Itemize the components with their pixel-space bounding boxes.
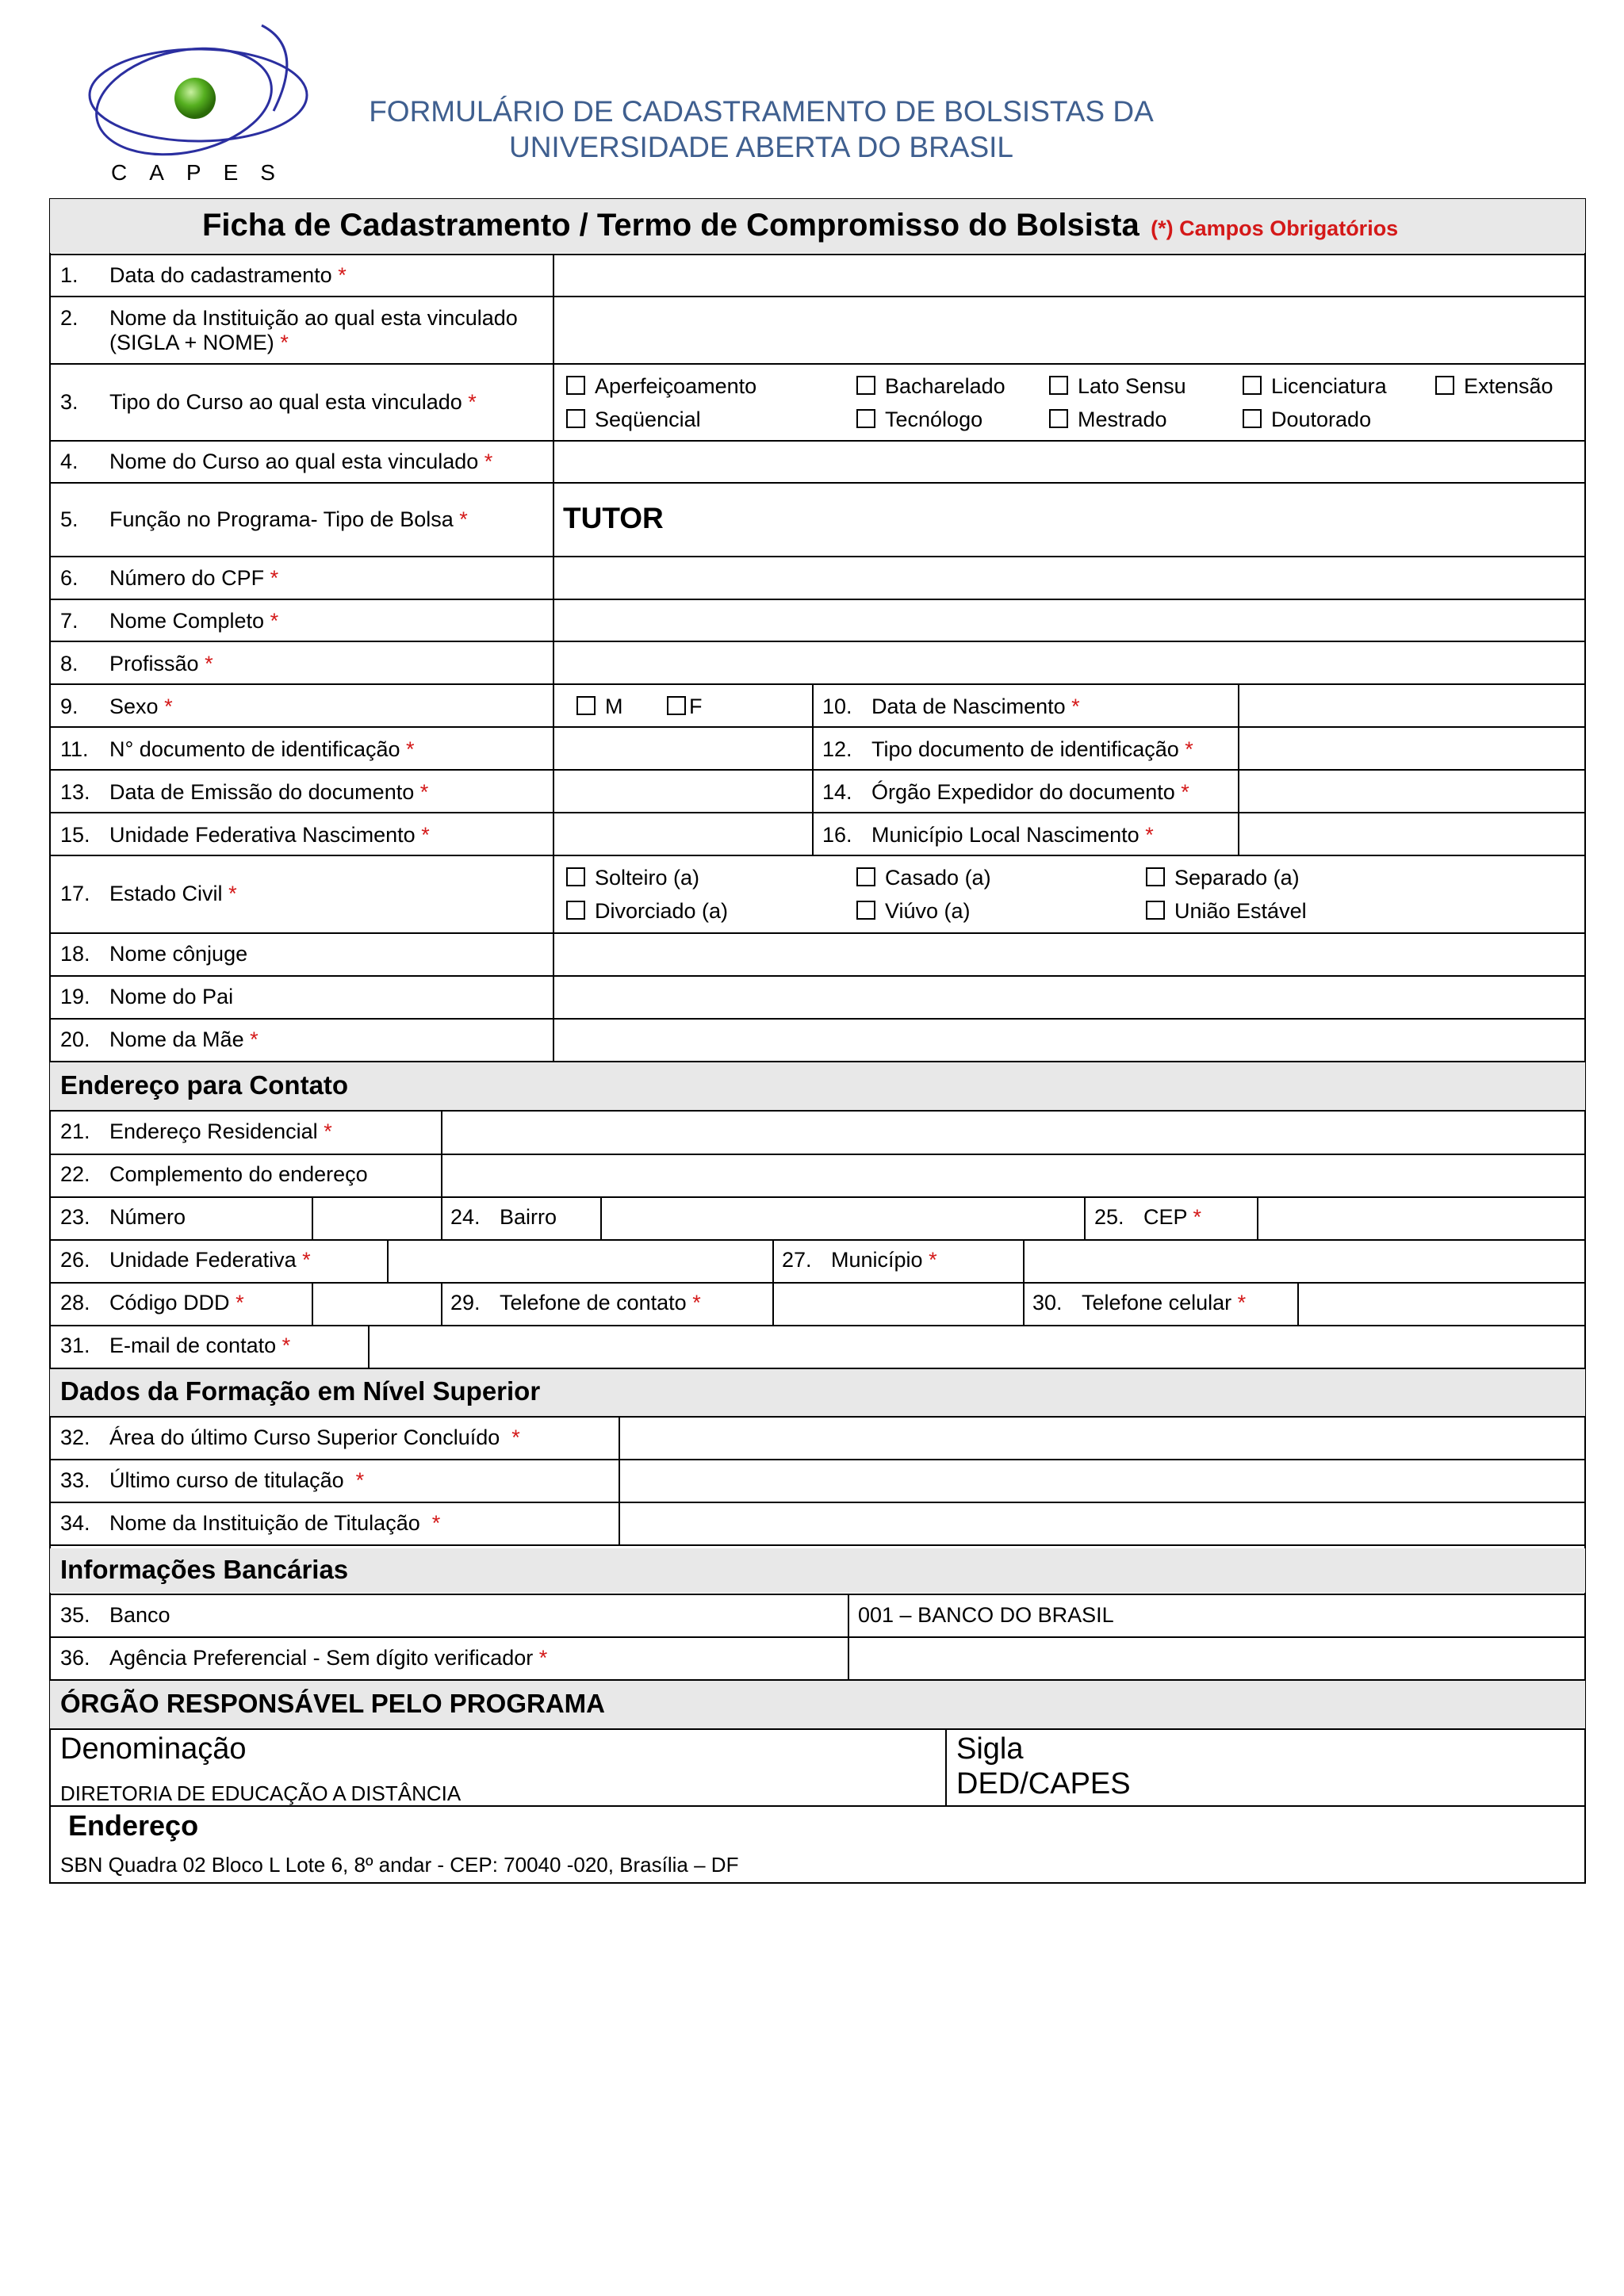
checkbox-icon[interactable] [566, 901, 585, 920]
course-option-licenciatura[interactable]: Licenciatura [1243, 373, 1387, 399]
section-education: Dados da Formação em Nível Superior [60, 1376, 541, 1406]
field-label-23: 23. Número [60, 1205, 186, 1229]
field-label-17: 17. Estado Civil * [60, 882, 237, 905]
sex-option-m[interactable]: M [576, 694, 623, 719]
field-label-27: 27. Município * [782, 1248, 937, 1272]
field-label-10: 10. Data de Nascimento * [822, 695, 1080, 718]
field-label-2: 2. Nome da Instituição ao qual esta vinculado [60, 306, 518, 330]
form-title: Ficha de Cadastramento / Termo de Compromisso do Bolsista [202, 208, 1139, 243]
checkbox-icon[interactable] [1049, 376, 1068, 395]
civil-option-uniao-estavel[interactable]: União Estável [1146, 898, 1307, 924]
field-label-34: 34. Nome da Instituição de Titulação * [60, 1511, 441, 1535]
field-label-18: 18. Nome cônjuge [60, 942, 248, 966]
field-label-3: 3. Tipo do Curso ao qual esta vinculado * [60, 390, 477, 414]
field-label-8: 8. Profissão * [60, 652, 213, 675]
civil-option-separado[interactable]: Separado (a) [1146, 865, 1300, 890]
field-label-33: 33. Último curso de titulação * [60, 1468, 365, 1492]
field-label-31: 31. E-mail de contato * [60, 1334, 291, 1357]
field-label-26: 26. Unidade Federativa * [60, 1248, 311, 1272]
field-label-28: 28. Código DDD * [60, 1291, 244, 1314]
section-contact: Endereço para Contato [60, 1070, 349, 1100]
section-bank: Informações Bancárias [60, 1555, 349, 1584]
field-label-25: 25. CEP * [1094, 1205, 1202, 1229]
field-label-15: 15. Unidade Federativa Nascimento * [60, 823, 430, 847]
org-endereco-label: Endereço [68, 1809, 199, 1842]
field-label-29: 29. Telefone de contato * [450, 1291, 701, 1314]
field-label-16: 16. Município Local Nascimento * [822, 823, 1154, 847]
course-option-doutorado[interactable]: Doutorado [1243, 407, 1371, 432]
field-label-4: 4. Nome do Curso ao qual esta vinculado * [60, 450, 493, 473]
checkbox-icon[interactable] [856, 867, 875, 886]
course-option-extensao[interactable]: Extensão [1435, 373, 1553, 399]
header-title-line2: UNIVERSIDADE ABERTA DO BRASIL [508, 131, 1014, 163]
checkbox-icon[interactable] [1435, 376, 1454, 395]
required-note: (*) Campos Obrigatórios [1151, 216, 1399, 240]
checkbox-icon[interactable] [856, 409, 875, 428]
checkbox-icon[interactable] [1146, 867, 1165, 886]
course-option-aperfeicoamento[interactable]: Aperfeiçoamento [566, 373, 756, 399]
field-label-6: 6. Número do CPF * [60, 566, 279, 590]
field-value-35[interactable]: 001 – BANCO DO BRASIL [858, 1603, 1114, 1627]
checkbox-icon[interactable] [856, 376, 875, 395]
capes-logo [79, 16, 317, 190]
logo-text: CAPES [111, 160, 297, 185]
field-label-20: 20. Nome da Mãe * [60, 1027, 259, 1051]
civil-option-divorciado[interactable]: Divorciado (a) [566, 898, 728, 924]
checkbox-icon[interactable] [566, 376, 585, 395]
course-option-lato-sensu[interactable]: Lato Sensu [1049, 373, 1186, 399]
checkbox-icon[interactable] [1243, 376, 1262, 395]
civil-option-casado[interactable]: Casado (a) [856, 865, 991, 890]
org-endereco-value: SBN Quadra 02 Bloco L Lote 6, 8º andar - CEP: 70040 -020, Brasília – DF [60, 1853, 739, 1877]
field-label-2b: (SIGLA + NOME) * [109, 331, 289, 354]
course-option-tecnologo[interactable]: Tecnólogo [856, 407, 982, 432]
course-option-bacharelado[interactable]: Bacharelado [856, 373, 1005, 399]
field-label-19: 19. Nome do Pai [60, 985, 234, 1008]
field-label-14: 14. Órgão Expedidor do documento * [822, 780, 1189, 804]
checkbox-icon[interactable] [566, 409, 585, 428]
field-label-30: 30. Telefone celular * [1032, 1291, 1247, 1314]
org-denominacao-label: Denominação [60, 1732, 247, 1766]
form-header-title [301, 94, 1221, 165]
sex-option-f[interactable]: F [667, 694, 703, 719]
civil-option-solteiro[interactable]: Solteiro (a) [566, 865, 699, 890]
civil-option-viuvo[interactable]: Viúvo (a) [856, 898, 971, 924]
checkbox-icon[interactable] [1049, 409, 1068, 428]
checkbox-icon[interactable] [856, 901, 875, 920]
header-title-line1: FORMULÁRIO DE CADASTRAMENTO DE BOLSISTAS DA [369, 95, 1154, 128]
field-label-35: 35. Banco [60, 1603, 170, 1627]
field-label-21: 21. Endereço Residencial * [60, 1119, 332, 1143]
field-label-7: 7. Nome Completo * [60, 609, 279, 633]
field-label-1: 1. Data do cadastramento * [60, 263, 347, 287]
field-label-11: 11. N° documento de identificação * [60, 737, 415, 761]
course-option-sequencial[interactable]: Seqüencial [566, 407, 701, 432]
checkbox-icon[interactable] [1146, 901, 1165, 920]
field-label-24: 24. Bairro [450, 1205, 557, 1229]
checkbox-icon[interactable] [576, 696, 596, 715]
field-label-22: 22. Complemento do endereço [60, 1162, 368, 1186]
field-label-36: 36. Agência Preferencial - Sem dígito verificador * [60, 1646, 548, 1670]
field-label-9: 9. Sexo * [60, 695, 173, 718]
form-title-row [202, 208, 1398, 243]
org-sigla-label: Sigla [956, 1732, 1024, 1766]
section-org: ÓRGÃO RESPONSÁVEL PELO PROGRAMA [60, 1689, 605, 1718]
checkbox-icon[interactable] [667, 696, 686, 715]
org-sigla-value: DED/CAPES [956, 1767, 1131, 1800]
field-label-32: 32. Área do último Curso Superior Concluído * [60, 1425, 520, 1449]
org-denominacao-value: DIRETORIA DE EDUCAÇÃO A DISTÂNCIA [60, 1781, 462, 1805]
checkbox-icon[interactable] [1243, 409, 1262, 428]
course-option-mestrado[interactable]: Mestrado [1049, 407, 1167, 432]
field-label-13: 13. Data de Emissão do documento * [60, 780, 429, 804]
checkbox-icon[interactable] [566, 867, 585, 886]
field-value-5[interactable]: TUTOR [563, 502, 664, 534]
field-label-5: 5. Função no Programa- Tipo de Bolsa * [60, 507, 468, 531]
field-label-12: 12. Tipo documento de identificação * [822, 737, 1193, 761]
